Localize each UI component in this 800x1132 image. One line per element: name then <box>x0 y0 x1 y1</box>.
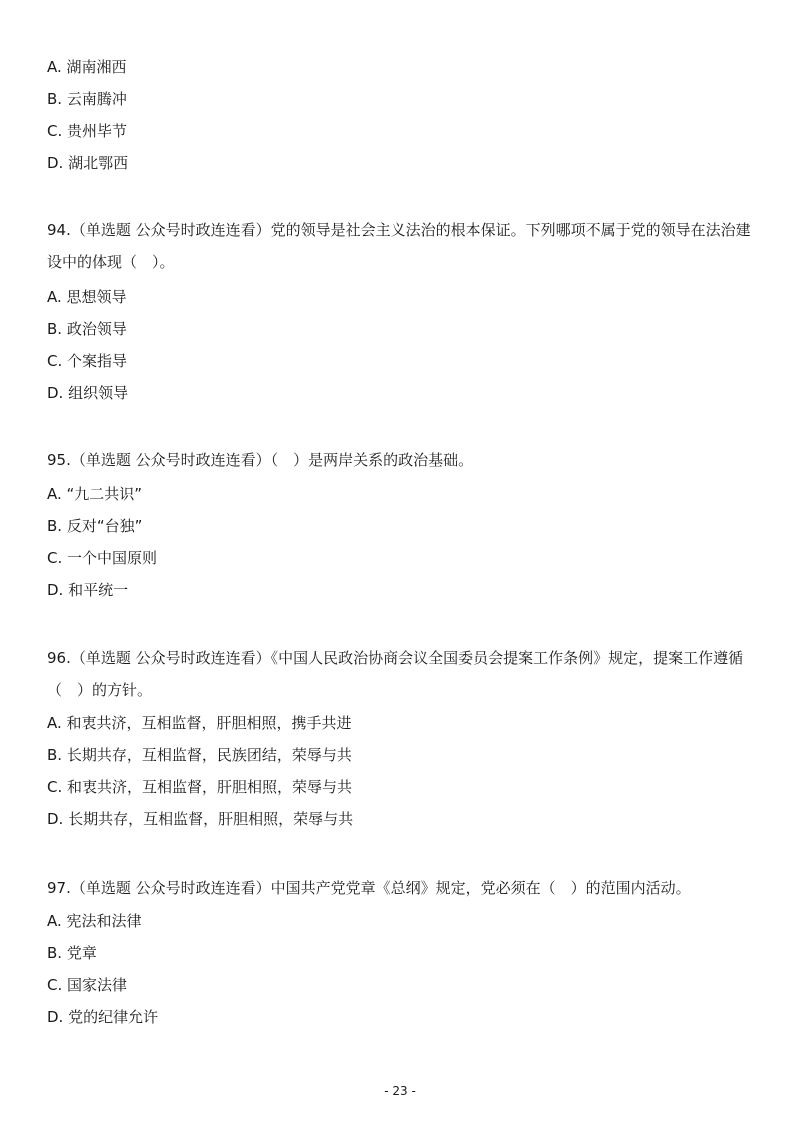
q93-option-d: D. 湖北鄂西 <box>47 154 129 172</box>
q94-stem: 94.（单选题 公众号时政连连看）党的领导是社会主义法治的根本保证。下列哪项不属于党的领导在法治建设中的体现（ ）。 <box>47 221 751 271</box>
q96-stem: 96.（单选题 公众号时政连连看）《中国人民政治协商会议全国委员会提案工作条例》规定，提案工作遵循（ ）的方针。 <box>47 649 744 699</box>
q96-option-a: A. 和衷共济，互相监督，肝胆相照，携手共进 <box>47 714 352 732</box>
q94-option-a: A. 思想领导 <box>47 288 127 306</box>
q96-option-d: D. 长期共存，互相监督，肝胆相照，荣辱与共 <box>47 810 354 828</box>
q97-option-b: B. 党章 <box>47 944 97 962</box>
q97-option-d: D. 党的纪律允许 <box>47 1008 159 1026</box>
q95-option-d: D. 和平统一 <box>47 581 129 599</box>
page-number: - 23 - <box>384 1084 416 1098</box>
q94-option-b: B. 政治领导 <box>47 320 127 338</box>
q96-option-c: C. 和衷共济，互相监督，肝胆相照，荣辱与共 <box>47 778 353 796</box>
q95-option-a: A. “九二共识” <box>47 485 143 503</box>
q97-option-a: A. 宪法和法律 <box>47 912 142 930</box>
q94-option-c: C. 个案指导 <box>47 352 128 370</box>
q93-option-c: C. 贵州毕节 <box>47 122 128 140</box>
q95-option-c: C. 一个中国原则 <box>47 549 158 567</box>
q95-option-b: B. 反对“台独” <box>47 517 143 535</box>
q93-option-b: B. 云南腾冲 <box>47 90 127 108</box>
q97-option-c: C. 国家法律 <box>47 976 128 994</box>
q97-stem: 97.（单选题 公众号时政连连看）中国共产党党章《总纲》规定，党必须在（ ）的范围内活动。 <box>47 879 691 897</box>
q96-option-b: B. 长期共存，互相监督，民族团结，荣辱与共 <box>47 746 352 764</box>
q93-option-a: A. 湖南湘西 <box>47 58 127 76</box>
q94-option-d: D. 组织领导 <box>47 384 129 402</box>
q95-stem: 95.（单选题 公众号时政连连看）（ ）是两岸关系的政治基础。 <box>47 451 474 469</box>
